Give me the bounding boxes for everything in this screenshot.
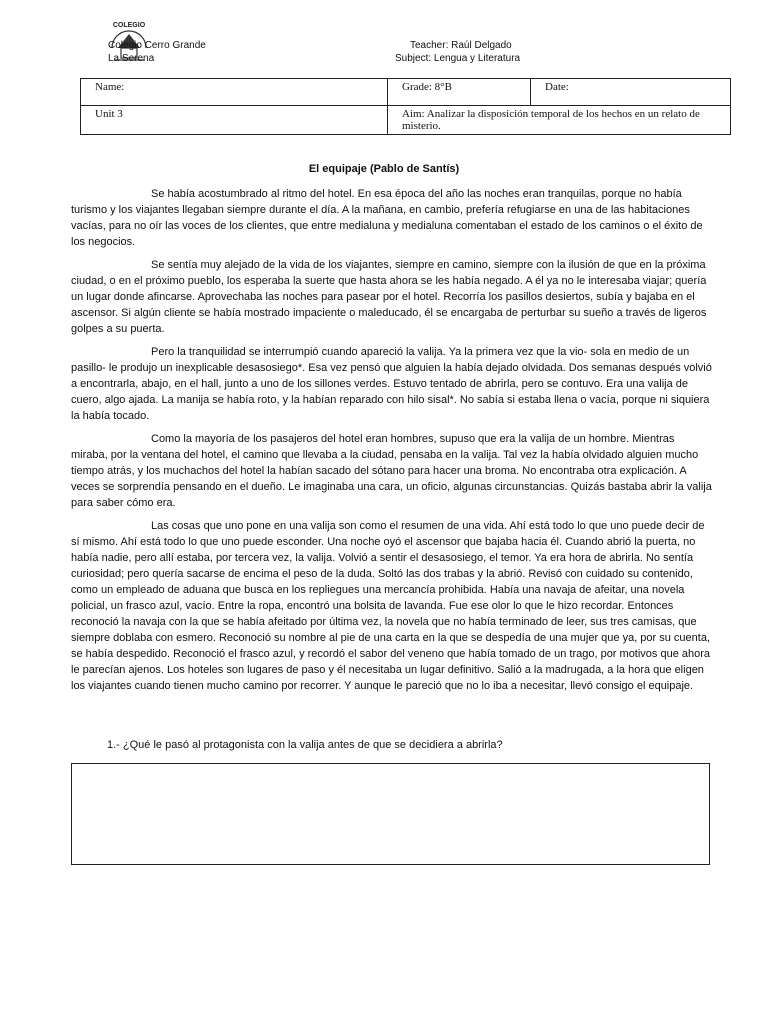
- logo-text: COLEGIO: [112, 22, 146, 29]
- story-body: [71, 186, 714, 701]
- name-cell: [81, 79, 388, 106]
- grade-cell: [388, 79, 531, 106]
- teacher-name: Teacher: Raúl Delgado: [410, 40, 512, 51]
- unit-label: Unit 3: [95, 108, 123, 120]
- date-label: Date:: [545, 81, 569, 93]
- school-city: La Serena: [108, 53, 155, 64]
- story-paragraph: Las cosas que uno pone en una valija son como el resumen de una vida. Ahí está todo lo que uno puede decir de sí mismo. Ahí está todo lo que uno puede esconder. Una noche oyó el ascensor que bajaba hacia él. Cuando abrió la puerta, no había nadie, pero allí estaba, por tercera vez, la valija. Volvió a sentir el desasosiego, el temor. Ya era hora de abrirla. No sentía curiosidad; pero quería sacarse de encima el peso de la duda. Soltó las dos trabas y la abrió. Revisó con cuidado su contenido, como un empleado de aduana que busca en los repliegues una mercancía prohibida. Había una navaja de afeitar, una novela policial, un frasco azul, vacío. Entre la ropa, encontró una bolsita de lavanda. Fue ese olor lo que le hizo recordar. Entonces reconoció la navaja con la que se había afeitado por última vez, la novela que no había terminado de leer, sus tres camisas, que siempre doblaba con esmero. Reconoció su nombre al pie de una carta en la que se despedía de una mujer que ya, por su cuenta, se había despedido. Reconoció el frasco azul, y recordó el sabor del veneno que había tomado de un trago, por motivos que ahora le parecían ajenos. Los hoteles son lugares de paso y él necesitaba un lugar definitivo. Salió a la madrugada, a la hora que eligen los viajantes cuando tienen mucho camino por recorrer. Y aunque le pareció que no lo iba a necesitar, llevó consigo el equipaje.: [71, 520, 711, 692]
- story-title: El equipaje (Pablo de Santís): [308, 163, 460, 175]
- story-paragraph: Se sentía muy alejado de la vida de los viajantes, siempre en camino, siempre con la ilusión de que en la próxima ciudad, o en el próximo pueblo, los esperaba la suerte que hasta ahora se les había negado. A él ya no le interesaba viajar; quería un lugar donde afincarse. Aprovechaba las noches para pasear por el hotel. Recorría los pasillos desiertos, subía y bajaba en el ascensor. Si algún cliente se había mostrado impaciente o maleducado, él se encargaba de perturbar su sueño a través de ligeros golpes a su puerta.: [71, 259, 707, 335]
- story-paragraph: Se había acostumbrado al ritmo del hotel. En esa época del año las noches eran tranquilas, porque no había turismo y los viajantes llegaban siempre durante el día. A la mañana, en cambio, prefería refugiarse en una de las habitaciones vacías, para no oír las voces de los clientes, que entre medialuna y medialuna comentaban el estado de los caminos o el éxito de los negocios.: [71, 188, 703, 248]
- name-label: Name:: [95, 81, 125, 93]
- subject-name: Subject: Lengua y Literatura: [395, 53, 521, 64]
- aim-text: Aim: Analizar la disposición temporal de los hechos en un relato de misterio.: [402, 108, 700, 132]
- story-paragraph: Pero la tranquilidad se interrumpió cuando apareció la valija. Ya la primera vez que la vio- sola en medio de un pasillo- le produjo un inexplicable desasosiego*. Esa vez pensó que alguien la había dejado olvidada. Dos semanas después volvió a encontrarla, abajo, en el hall, junto a uno de los sillones verdes. Estuvo tentado de abrirla, pero se contuvo. Era una valija de cuero, algo ajada. La manija se había roto, y la habían reparado con hilo sisal*. No sabía si estaba llena o vacía, porque ni siquiera la había tocado.: [71, 346, 712, 422]
- student-info-table: [80, 78, 731, 135]
- question-1: 1.- ¿Qué le pasó al protagonista con la valija antes de que se decidiera a abrirla?: [107, 739, 503, 751]
- document-header: [80, 18, 700, 68]
- school-name: Colegio Cerro Grande: [108, 40, 206, 51]
- answer-box[interactable]: [71, 763, 710, 865]
- grade-label: Grade: 8°B: [402, 81, 452, 93]
- date-cell: [531, 79, 731, 106]
- story-paragraph: Como la mayoría de los pasajeros del hotel eran hombres, supuso que era la valija de un hombre. Mientras miraba, por la ventana del hotel, el camino que llevaba a la ciudad, pensaba en la valija. Tal vez la había olvidado alguien mucho tiempo atrás, y los muchachos del hotel la habían sacado del sótano para hacer una broma. No encontraba otra explicación. A veces se sorprendía pensando en el dueño. Le imaginaba una cara, un oficio, algunas circunstancias. Quizás bastaba abrir la valija para saber cómo era.: [71, 433, 712, 509]
- unit-cell: [81, 106, 388, 135]
- aim-cell: [388, 106, 731, 135]
